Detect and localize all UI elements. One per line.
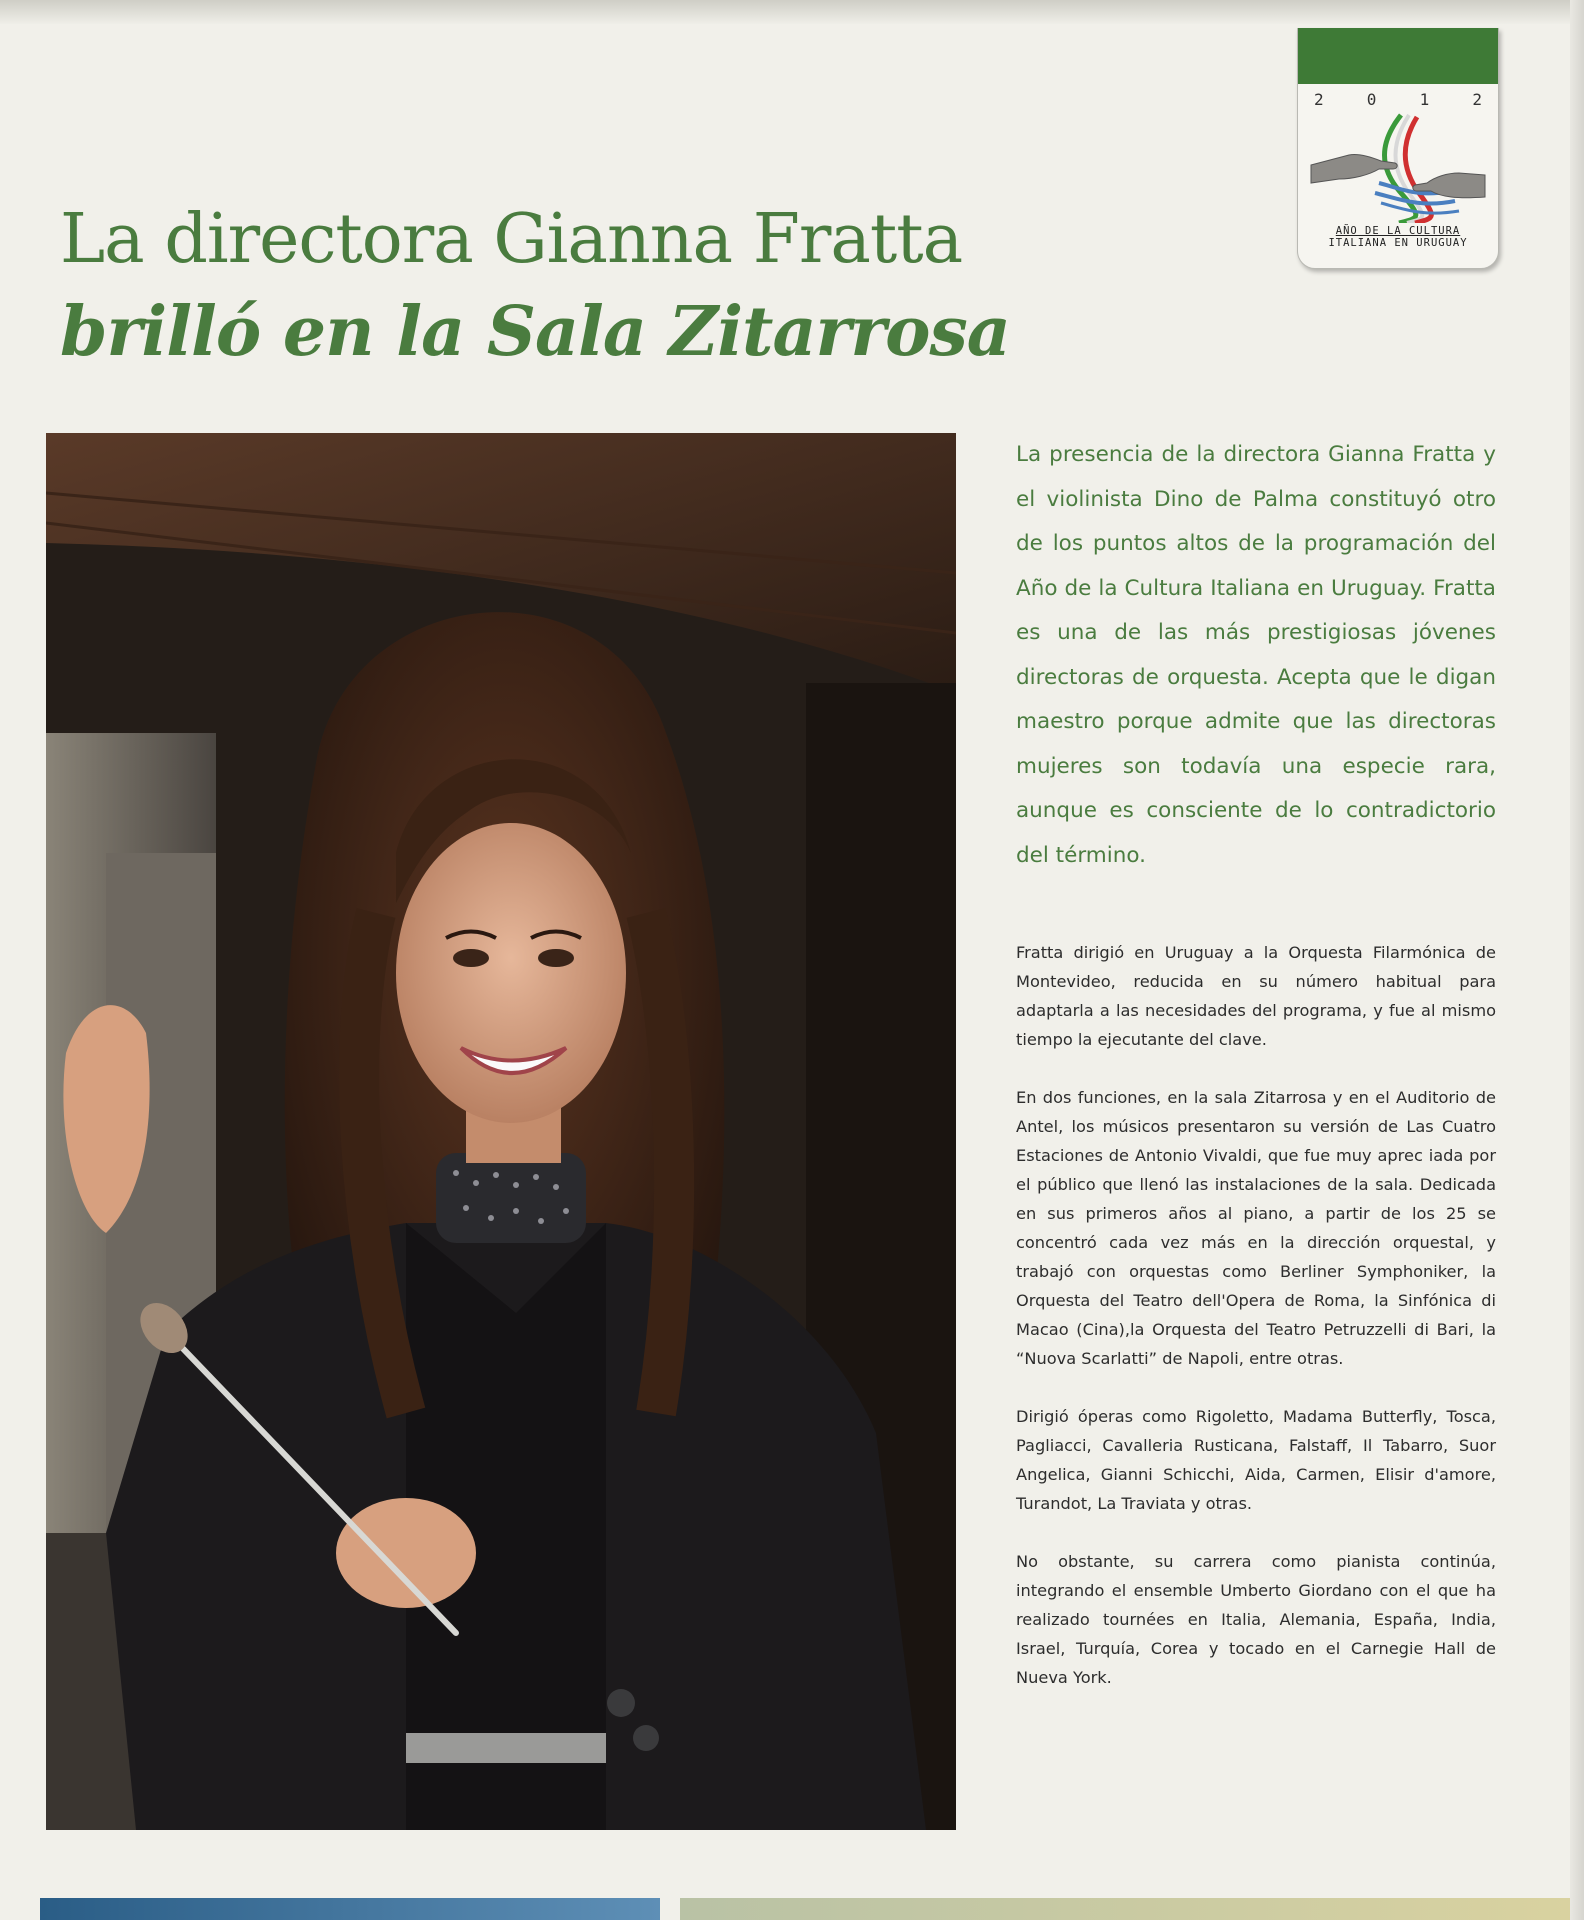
body-paragraph: No obstante, su carrera como pianista continúa, integrando el ensemble Umberto Giordano con el que ha realizado tournées en Italia, Alemania, España, India, Israel, Turquía, Corea y tocado en el Carnegie Hall de Nueva York. bbox=[1016, 1552, 1496, 1687]
conductor-portrait-image bbox=[46, 433, 956, 1830]
logo-digit: 0 bbox=[1366, 90, 1377, 109]
headline-line2: brilló en la Sala Zitarrosa bbox=[60, 292, 1010, 372]
preview-image-right bbox=[680, 1898, 1570, 1920]
next-page-preview bbox=[40, 1898, 1570, 1920]
page-right-edge bbox=[1570, 0, 1584, 1920]
logo-caption-line1: AÑO DE LA CULTURA bbox=[1335, 225, 1461, 237]
headline-line1: La directora Gianna Fratta bbox=[60, 200, 963, 279]
logo-caption-line2: ITALIANA EN URUGUAY bbox=[1328, 237, 1468, 249]
preview-image-left bbox=[40, 1898, 660, 1920]
page-top-edge bbox=[0, 0, 1584, 24]
conductor-photo bbox=[46, 433, 956, 1830]
logo-year-digits bbox=[1298, 84, 1498, 109]
logo-digit: 2 bbox=[1472, 90, 1482, 109]
logo-digit: 2 bbox=[1314, 90, 1324, 109]
body-paragraph: Dirigió óperas como Rigoletto, Madama Butterfly, Tosca, Pagliacci, Cavalleria Rusticana, Falstaff, Il Tabarro, Suor Angelica, Gianni Schicchi, Aida, Carmen, Elisir d'amore, Turandot, La Traviata y otras. bbox=[1016, 1407, 1496, 1513]
logo-green-band bbox=[1298, 28, 1498, 84]
body-paragraph: Fratta dirigió en Uruguay a la Orquesta Filarmónica de Montevideo, reducida en su número habitual para adaptarla a las necesidades del programa, y fue al mismo tiempo la ejecutante del clave. bbox=[1016, 943, 1496, 1049]
logo-caption bbox=[1298, 225, 1498, 249]
year-logo bbox=[1297, 28, 1499, 269]
article-body bbox=[1016, 938, 1496, 1721]
logo-digit: 1 bbox=[1419, 90, 1430, 109]
creation-hands-icon bbox=[1309, 113, 1487, 223]
article-lead: La presencia de la directora Gianna Fratta y el violinista Dino de Palma constituyó otro de los puntos altos de la programación del Año de la Cultura Italiana en Uruguay. Fratta es una de las más prestigiosas jóvenes directoras de orquesta. Acepta que le digan maestro porque admite que las directoras mujeres son todavía una especie rara, aunque es consciente de lo contradictorio del término. bbox=[1016, 442, 1496, 868]
body-paragraph: En dos funciones, en la sala Zitarrosa y en el Auditorio de Antel, los músicos presentaron su versión de Las Cuatro Estaciones de Antonio Vivaldi, que fue muy aprec iada por el público que llenó las instalaciones de la sala. Dedicada en sus primeros años al piano, a partir de los 25 se concentró cada vez más en la dirección orquestal, y trabajó con orquestas como Berliner Symphoniker, la Orquesta del Teatro dell'Opera de Roma, la Sinfónica di Macao (Cina),la Orquesta del Teatro Petruzzelli di Bari, la “Nuova Scarlatti” de Napoli, entre otras. bbox=[1016, 1088, 1496, 1368]
